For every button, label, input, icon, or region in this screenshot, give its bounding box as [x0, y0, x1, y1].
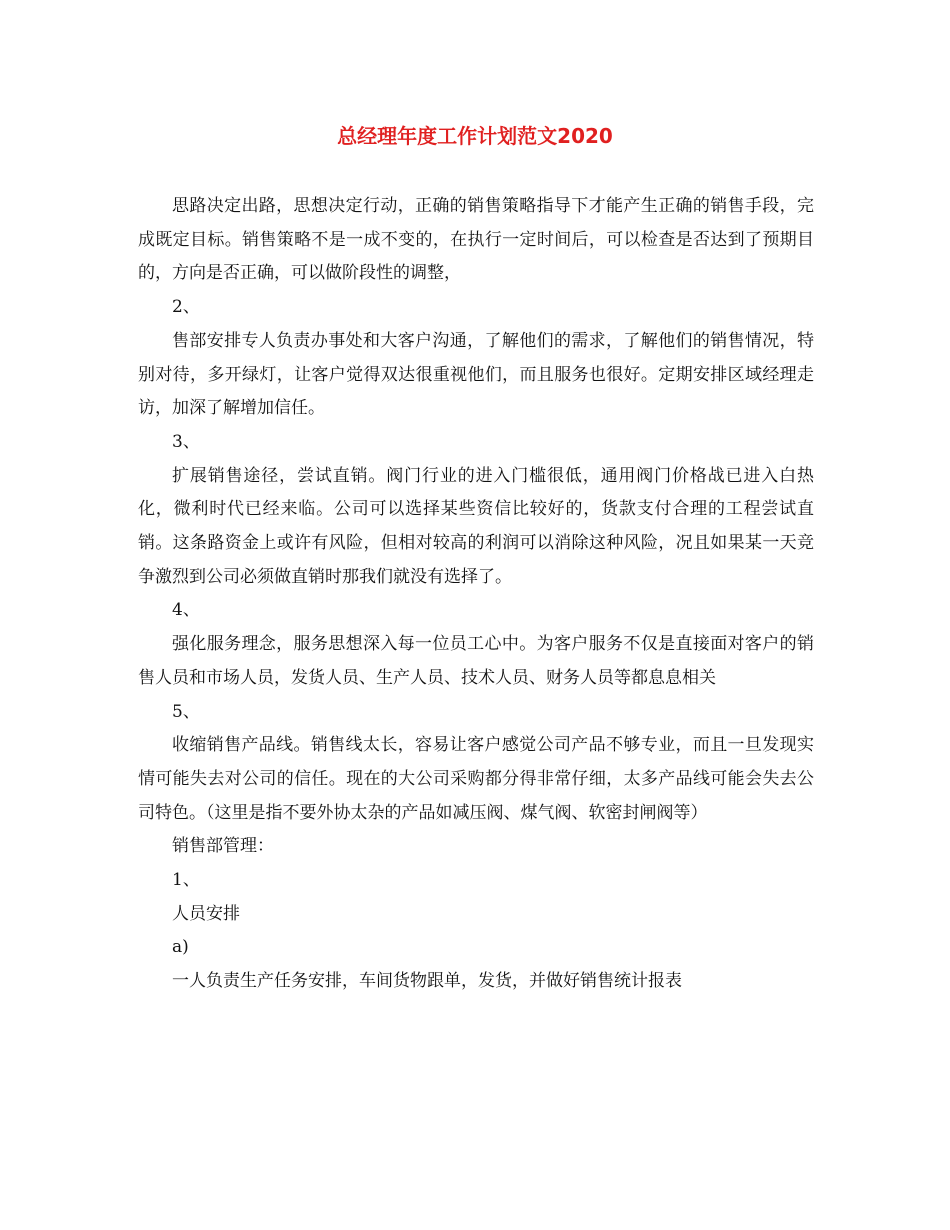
paragraph: 4、: [172, 600, 200, 621]
paragraph: 扩展销售途径，尝试直销。阀门行业的进入门槛很低，通用阀门价格战已进入白热化，微利时代已经来临。公司可以选择某些资信比较好的，货款支付合理的工程尝试直销。这条路资金上或许有风险，但相对较高的利润可以消除这种风险，况且如果某一天竞争激烈到公司必须做直销时那我们就没有选择了。: [138, 465, 814, 587]
document-title: 总经理年度工作计划范文2020: [337, 124, 613, 148]
paragraph: 销售部管理：: [172, 836, 274, 857]
paragraph: 2、: [172, 297, 200, 318]
paragraph: 思路决定出路，思想决定行动，正确的销售策略指导下才能产生正确的销售手段，完成既定目标。销售策略不是一成不变的，在执行一定时间后，可以检查是否达到了预期目的，方向是否正确，可以做阶段性的调整，: [138, 196, 814, 284]
paragraph: 收缩销售产品线。销售线太长，容易让客户感觉公司产品不够专业，而且一旦发现实情可能失去对公司的信任。现在的大公司采购都分得非常仔细，太多产品线可能会失去公司特色。（这里是指不要外协太杂的产品如减压阀、煤气阀、软密封闸阀等）: [138, 735, 814, 823]
paragraph: 强化服务理念，服务思想深入每一位员工心中。为客户服务不仅是直接面对客户的销售人员和市场人员，发货人员、生产人员、技术人员、财务人员等都息息相关: [138, 634, 814, 688]
paragraph: 1、: [172, 870, 200, 891]
paragraph: 一人负责生产任务安排，车间货物跟单，发货，并做好销售统计报表: [172, 971, 682, 992]
paragraph: a): [172, 937, 189, 958]
paragraph: 3、: [172, 431, 200, 452]
paragraph: 5、: [172, 701, 200, 722]
paragraph: 售部安排专人负责办事处和大客户沟通，了解他们的需求，了解他们的销售情况，特别对待，多开绿灯，让客户觉得双达很重视他们，而且服务也很好。定期安排区域经理走访，加深了解增加信任。: [138, 330, 814, 419]
document-body: [138, 190, 814, 999]
paragraph: 人员安排: [172, 903, 240, 924]
